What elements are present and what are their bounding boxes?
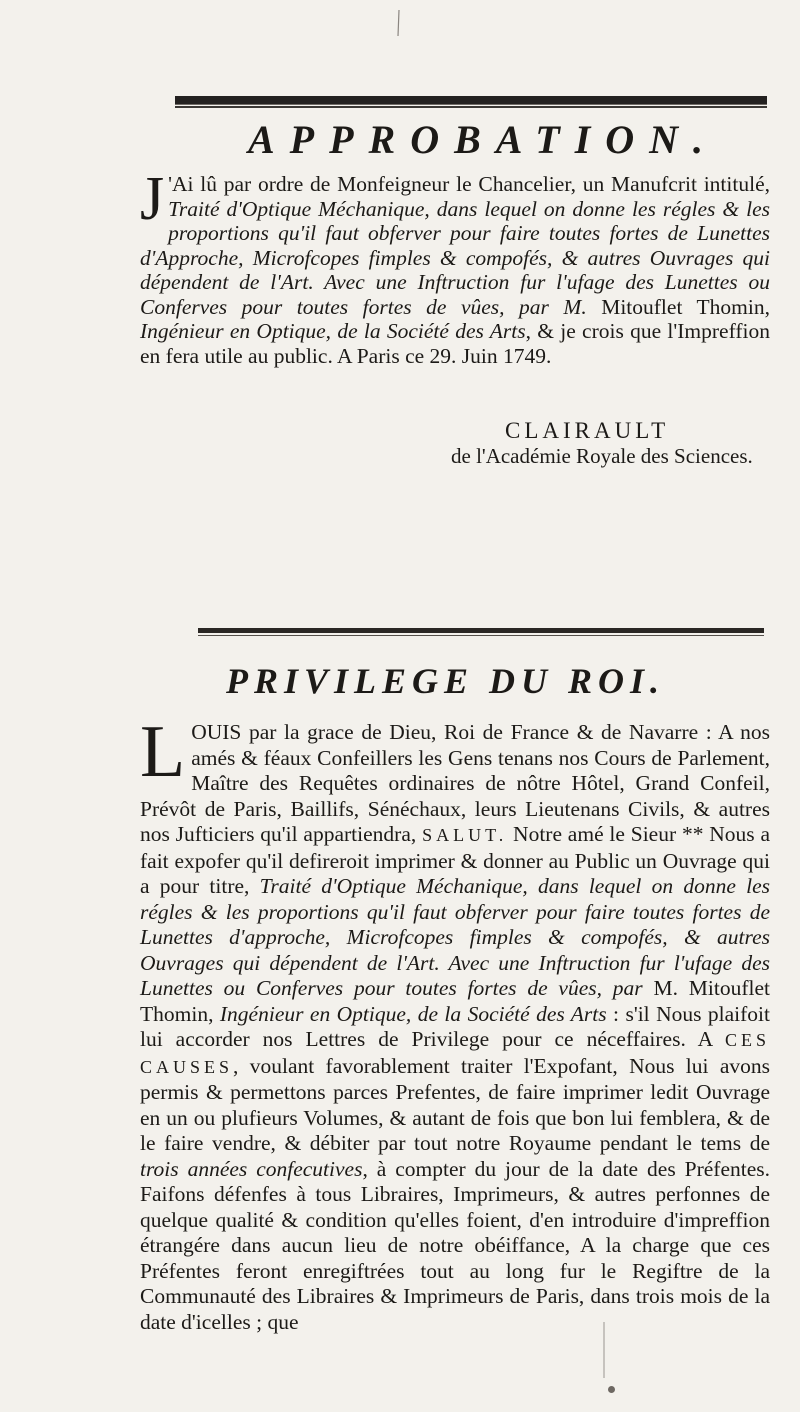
approbation-closing: , & je crois que l'Impreffion en fera utile au public. A Paris ce 29. Juin 1749. (140, 319, 770, 368)
approbation-book-title: Traité d'Optique Méchanique, dans lequel on donne les régles & les proportions qu'il faut obferver pour faire toutes fortes de Lunettes d'Approche, Microfcopes fimples & compofés, & autres Ouvrages qui dépendent de l'Art. Avec une Inftruction fur l'ufage des Lunettes ou Conferves pour toutes fortes de vûes, par M. (140, 196, 770, 319)
approbation-p1: 'Ai lû par ordre de Monfeigneur le Chancelier, un Manufcrit intitulé, (168, 172, 770, 196)
privilege-salut: SALUT. (422, 825, 508, 845)
privilege-t2: Notre amé le Sieur ** Nous a fait expofer qu'il defireroit imprimer & donner au Public un Ouvrage qui a pour titre, (140, 822, 770, 898)
privilege-causes: CES CAUSES (140, 1030, 770, 1077)
signature-title: de l'Académie Royale des Sciences. (451, 444, 753, 468)
approbation-author-title: Ingénieur en Optique, de la Société des Arts (140, 319, 526, 343)
ink-dot (608, 1386, 615, 1393)
approbation-heading: APPROBATION. (248, 117, 719, 162)
signature-name: CLAIRAULT (505, 418, 670, 443)
privilege-heading: PRIVILEGE DU ROI. (226, 661, 666, 701)
privilege-author-title: Ingénieur en Optique, de la Société des Arts (219, 1001, 607, 1026)
privilege-text (140, 711, 770, 1335)
approbation-dropcap: J (140, 165, 165, 233)
top-ornamental-rule (175, 96, 767, 105)
privilege-t4: : s'il Nous plaifoit lui accorder nos Lettres de Privilege pour ce néceffaires. A (140, 1001, 770, 1051)
privilege-t3: M. Mitouflet Thomin, (140, 976, 770, 1026)
privilege-dropcap: L (140, 711, 186, 793)
bottom-paper-mark (601, 1320, 607, 1380)
privilege-t1: OUIS par la grace de Dieu, Roi de France & de Navarre : A nos amés & féaux Confeillers les Gens tenans nos Cours de Parlement, Maître des Requêtes ordinaires de nôtre Hôtel, Grand Confeil, Prévôt de Paris, Baillifs, Sénéchaux, leurs Lieutenans Civils, & autres nos Jufticiers qu'il appartiendra, (140, 720, 770, 846)
privilege-t6: , à compter du jour de la date des Préfentes. Faifons défenfes à tous Libraires, Imprimeurs, & autres perfonnes de quelque qualité & condition qu'elles foient, d'en introduire d'impreffion étrangére dans aucun lieu de notre obéiffance, A la charge que ces Préfentes feront enregiftrées tout au long fur le Regiftre de la Communauté des Libraires & Imprimeurs de Paris, dans trois mois de la date d'icelles ; que (140, 1156, 770, 1334)
paper-mark (395, 8, 403, 38)
privilege-t5: , voulant favorablement traiter l'Expofant, Nous lui avons permis & permettons parces Prefentes, de faire imprimer ledit Ouvrage en un ou plufieurs Volumes, & autant de fois que bon lui femblera, & de le faire vendre, & débiter par tout notre Royaume pendant le tems de (140, 1053, 770, 1155)
middle-rule (198, 628, 764, 633)
privilege-duration: trois années confecutives (140, 1156, 363, 1181)
approbation-text (140, 165, 770, 368)
approbation-author: Mitouflet Thomin, (586, 294, 770, 319)
privilege-book-title: Traité d'Optique Méchanique, dans lequel on donne les régles & les proportions qu'il faut obferver pour faire toutes fortes de Lunettes d'approche, Microfcopes fimples & compofés, & autres Ouvrages qui dépendent de l'Art. Avec une Inftruction fur l'ufage des Lunettes ou Conferves pour toutes fortes de vûes, par (140, 874, 770, 1000)
